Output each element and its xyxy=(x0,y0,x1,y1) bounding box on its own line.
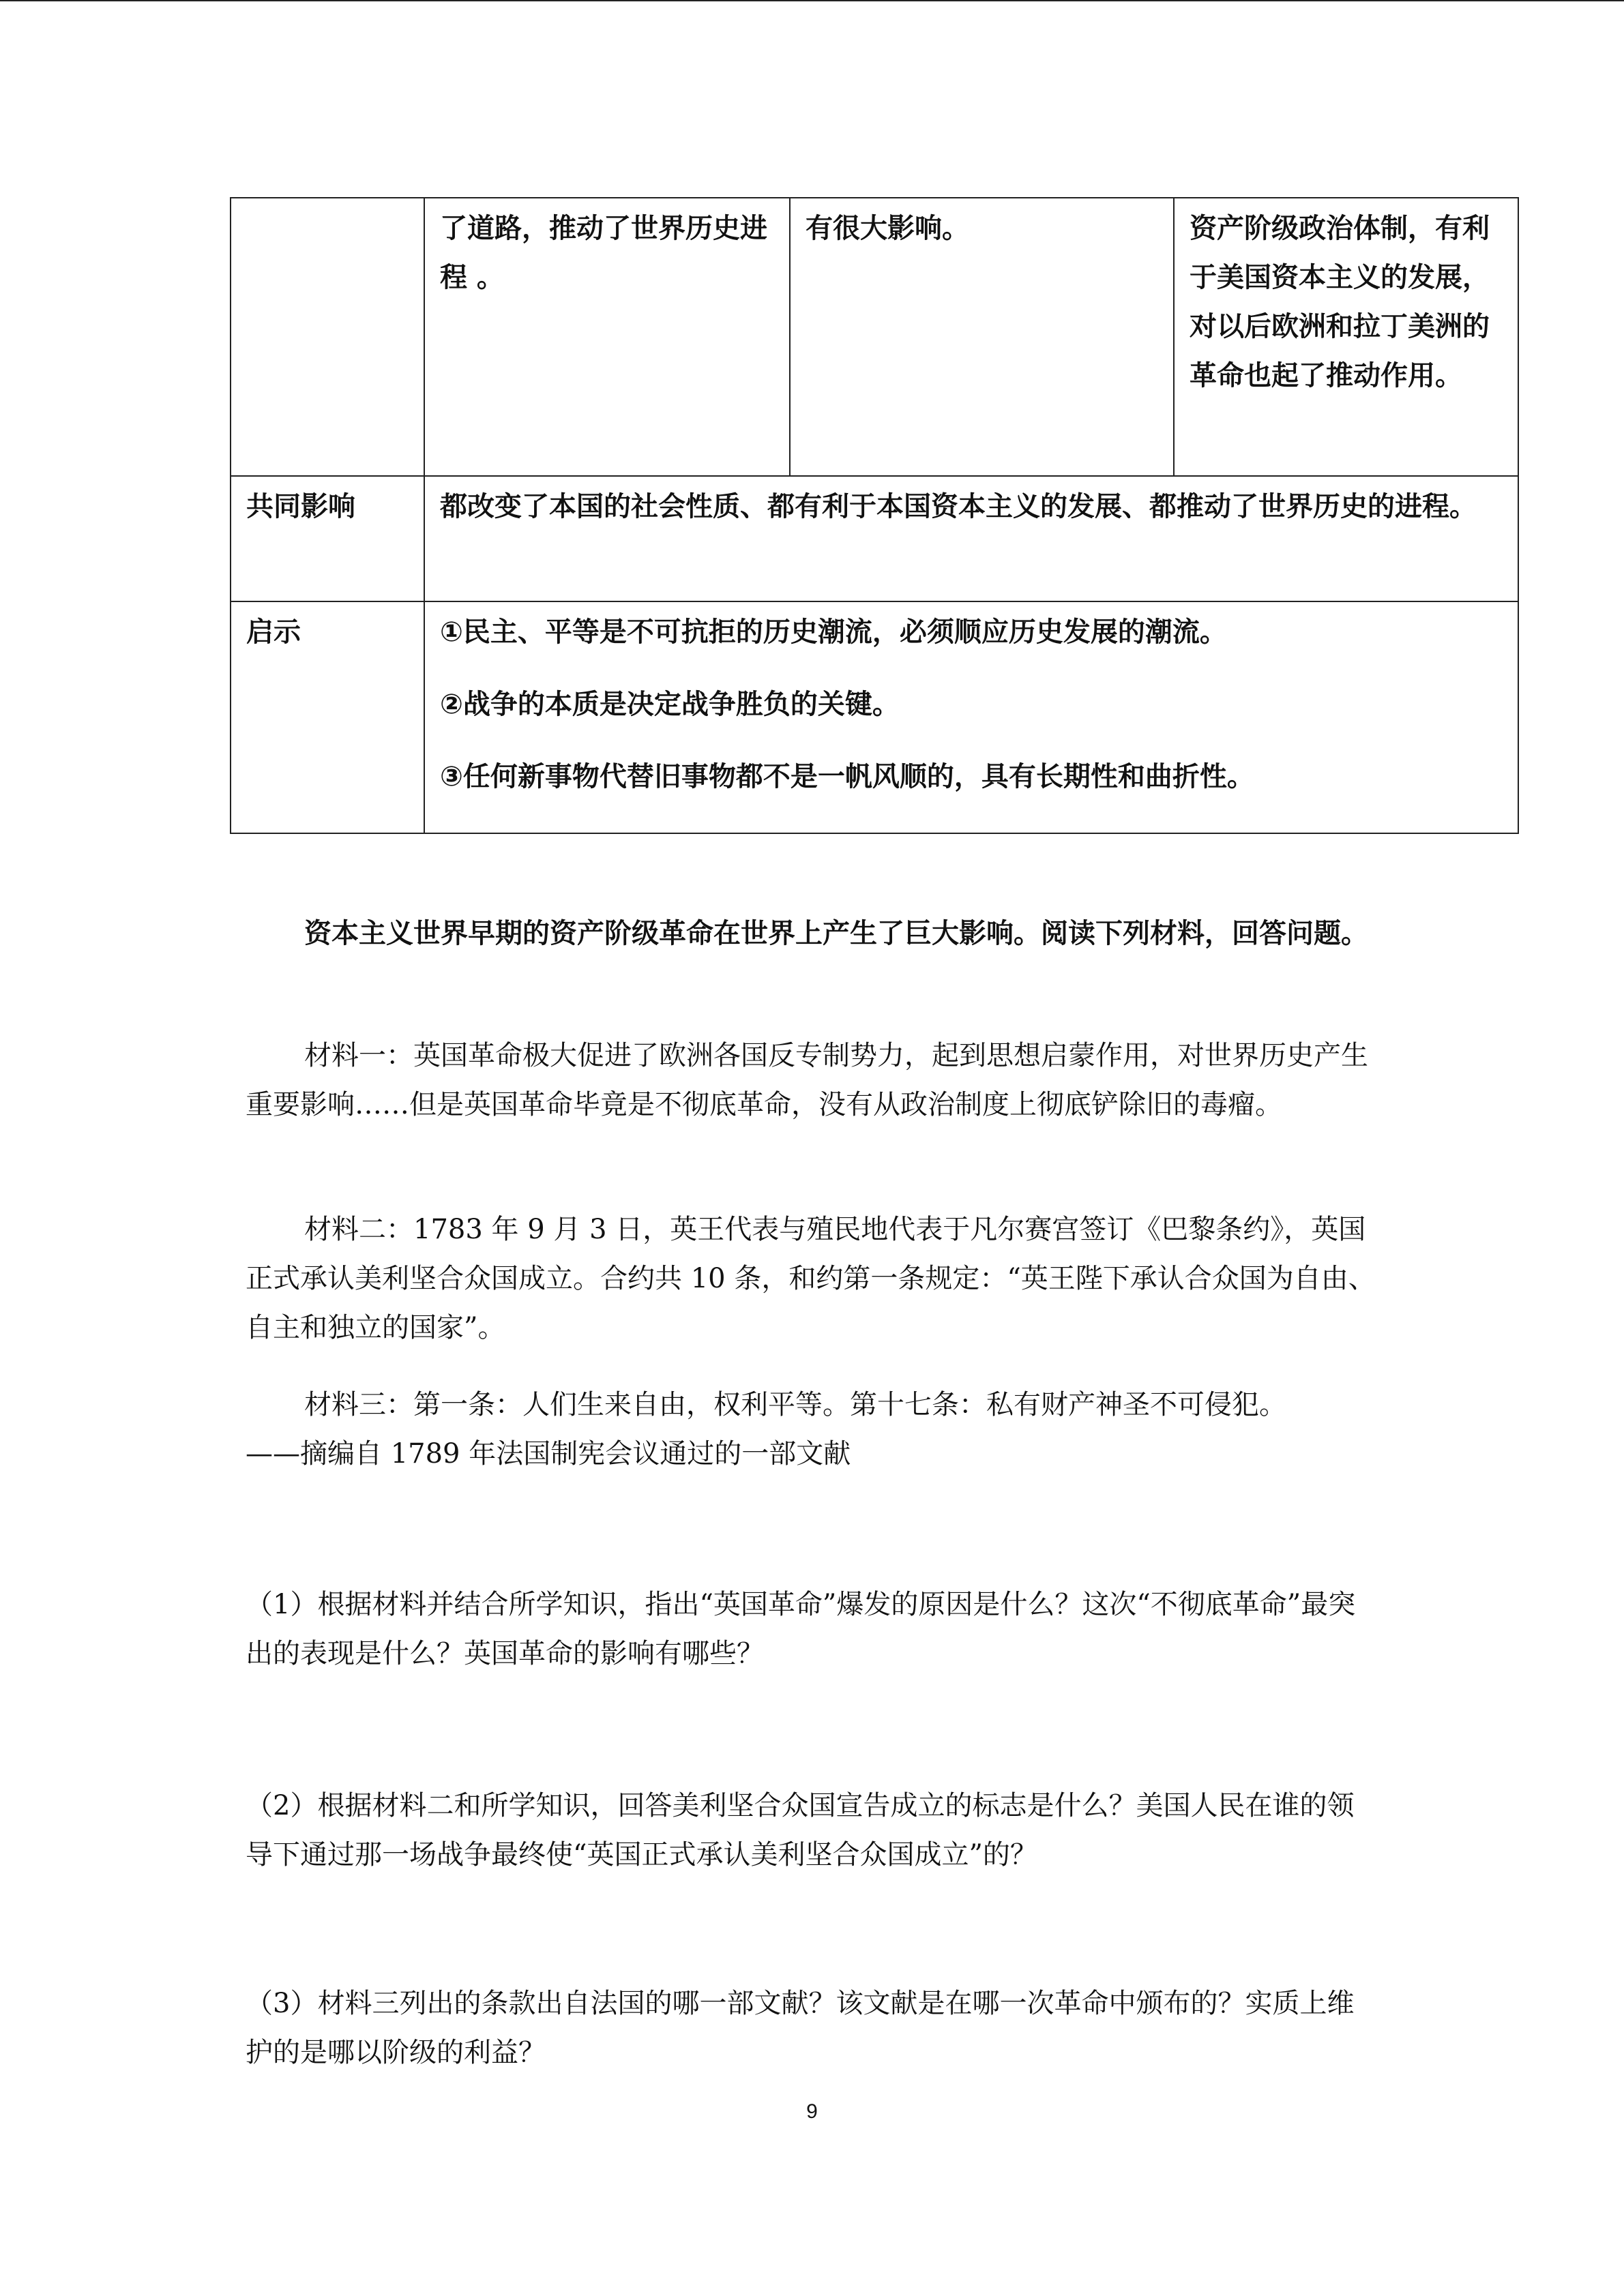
material-three-source: ——摘编自 1789 年法国制宪会议通过的一部文献 xyxy=(246,1438,851,1470)
table-row xyxy=(231,198,1518,476)
table-row xyxy=(231,601,1518,833)
lessons-cell xyxy=(424,601,1518,833)
question-1: （1）根据材料并结合所学知识，指出“英国革命”爆发的原因是什么？这次“不彻底革命”最突出的表现是什么？英国革命的影响有哪些？ xyxy=(246,1589,1356,1669)
common-impact-text: 都改变了本国的社会性质、都有利于本国资本主义的发展、都推动了世界历史的进程。 xyxy=(424,476,1518,601)
table-cell: 了道路，推动了世界历史进程 。 xyxy=(424,198,790,476)
lesson-item: ②战争的本质是决定战争胜负的关键。 xyxy=(440,689,900,720)
row-label-lessons: 启示 xyxy=(231,601,424,833)
lesson-item: ①民主、平等是不可抗拒的历史潮流，必须顺应历史发展的潮流。 xyxy=(440,616,1227,648)
table-cell: 有很大影响。 xyxy=(790,198,1174,476)
table-row xyxy=(231,476,1518,601)
question-2: （2）根据材料二和所学知识，回答美利坚合众国宣告成立的标志是什么？美国人民在谁的领导下通过那一场战争最终使“英国正式承认美利坚合众国成立”的？ xyxy=(246,1790,1355,1870)
material-two: 材料二：1783 年 9 月 3 日，英王代表与殖民地代表于凡尔赛宫签订《巴黎条约》，英国正式承认美利坚合众国成立。合约共 10 条，和约第一条规定：“英王陛下承认合众国为自由、自主和独立的国家”。 xyxy=(246,1214,1376,1343)
material-three: 材料三：第一条：人们生来自由，权利平等。第十七条：私有财产神圣不可侵犯。 xyxy=(304,1389,1286,1420)
table-cell xyxy=(231,198,424,476)
row-label-common-impact: 共同影响 xyxy=(231,476,424,601)
comparison-table xyxy=(230,197,1519,834)
question-3: （3）材料三列出的条款出自法国的哪一部文献？该文献是在哪一次革命中颁布的？实质上维护的是哪以阶级的利益？ xyxy=(246,1988,1355,2068)
page-number: 9 xyxy=(806,2100,818,2123)
material-three-block xyxy=(246,1380,1378,1478)
lesson-item: ③任何新事物代替旧事物都不是一帆风顺的，具有长期性和曲折性。 xyxy=(440,761,1254,792)
table-cell: 资产阶级政治体制，有利于美国资本主义的发展，对以后欧洲和拉丁美洲的革命也起了推动作用。 xyxy=(1174,198,1518,476)
material-one: 材料一：英国革命极大促进了欧洲各国反专制势力，起到思想启蒙作用，对世界历史产生重要影响……但是英国革命毕竟是不彻底革命，没有从政治制度上彻底铲除旧的毒瘤。 xyxy=(246,1040,1368,1120)
question-intro: 资本主义世界早期的资产阶级革命在世界上产生了巨大影响。阅读下列材料，回答问题。 xyxy=(304,918,1368,949)
